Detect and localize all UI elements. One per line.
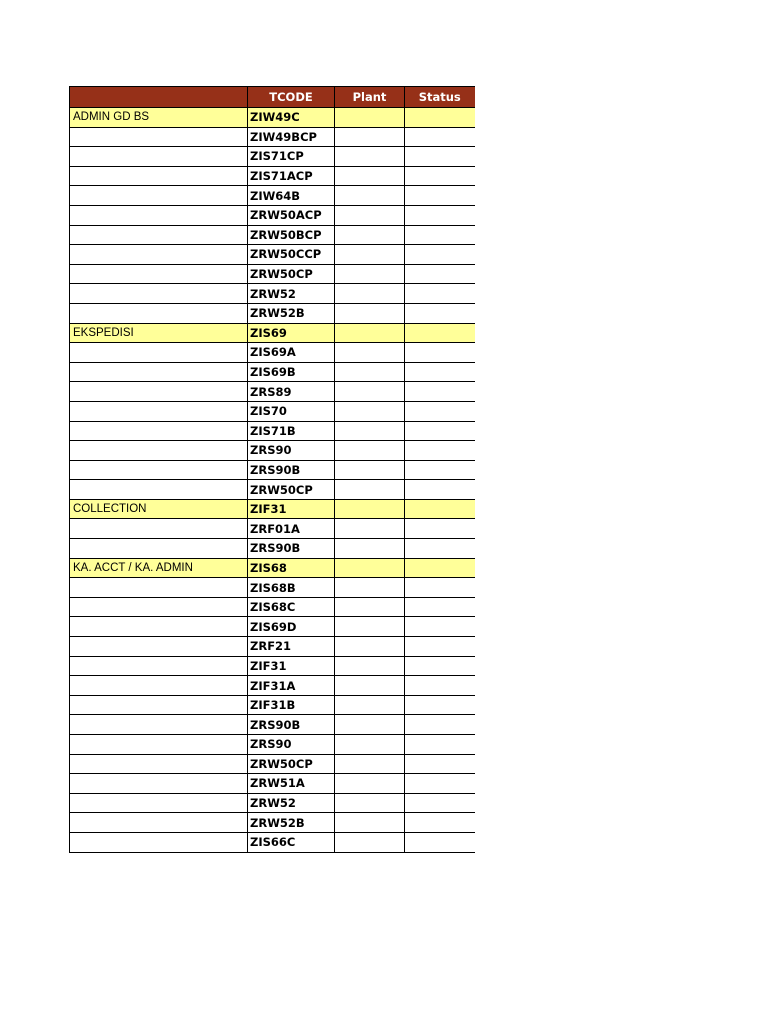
tcode-cell: ZIS71CP — [248, 147, 335, 167]
tcode-cell: ZRW52B — [248, 303, 335, 323]
role-cell — [70, 774, 248, 794]
tcode-cell: ZIS69A — [248, 343, 335, 363]
tcode-cell: ZIF31 — [248, 656, 335, 676]
status-cell — [405, 754, 475, 774]
status-cell — [405, 715, 475, 735]
role-cell — [70, 813, 248, 833]
status-cell — [405, 656, 475, 676]
table-row — [70, 362, 475, 382]
tcode-cell: ZRW50CP — [248, 264, 335, 284]
plant-cell — [335, 323, 405, 343]
role-cell — [70, 832, 248, 852]
plant-cell — [335, 166, 405, 186]
role-cell — [70, 225, 248, 245]
status-cell — [405, 480, 475, 500]
tcode-cell: ZRF21 — [248, 637, 335, 657]
plant-cell — [335, 617, 405, 637]
role-cell — [70, 186, 248, 206]
status-cell — [405, 460, 475, 480]
status-cell — [405, 264, 475, 284]
role-cell — [70, 303, 248, 323]
status-cell — [405, 441, 475, 461]
status-cell — [405, 735, 475, 755]
tcode-cell: ZRW50CP — [248, 754, 335, 774]
table-row — [70, 186, 475, 206]
role-cell — [70, 656, 248, 676]
tcode-cell: ZIS68 — [248, 558, 335, 578]
role-cell — [70, 617, 248, 637]
role-cell — [70, 147, 248, 167]
tcode-cell: ZIW49BCP — [248, 127, 335, 147]
table-row — [70, 127, 475, 147]
table-row — [70, 597, 475, 617]
plant-cell — [335, 225, 405, 245]
table-row — [70, 637, 475, 657]
tcode-cell: ZRF01A — [248, 519, 335, 539]
table-row — [70, 774, 475, 794]
tcode-cell: ZRW50CP — [248, 480, 335, 500]
tcode-table — [69, 86, 475, 853]
status-cell — [405, 617, 475, 637]
tcode-cell: ZRS89 — [248, 382, 335, 402]
table-row — [70, 793, 475, 813]
role-cell — [70, 245, 248, 265]
tcode-cell: ZIS71B — [248, 421, 335, 441]
table-row — [70, 284, 475, 304]
header-plant: Plant — [335, 87, 405, 108]
tcode-cell: ZIS69B — [248, 362, 335, 382]
plant-cell — [335, 421, 405, 441]
table-row — [70, 460, 475, 480]
role-cell — [70, 343, 248, 363]
plant-cell — [335, 656, 405, 676]
header-status: Status — [405, 87, 475, 108]
plant-cell — [335, 813, 405, 833]
table-row — [70, 519, 475, 539]
table-body — [70, 108, 475, 853]
status-cell — [405, 539, 475, 559]
status-cell — [405, 303, 475, 323]
status-cell — [405, 499, 475, 519]
table-row — [70, 225, 475, 245]
role-cell — [70, 480, 248, 500]
role-cell: EKSPEDISI — [70, 323, 248, 343]
status-cell — [405, 401, 475, 421]
role-cell — [70, 460, 248, 480]
tcode-cell: ZIW64B — [248, 186, 335, 206]
status-cell — [405, 108, 475, 128]
status-cell — [405, 205, 475, 225]
tcode-cell: ZIS68C — [248, 597, 335, 617]
plant-cell — [335, 597, 405, 617]
plant-cell — [335, 558, 405, 578]
plant-cell — [335, 303, 405, 323]
header-role — [70, 87, 248, 108]
role-cell — [70, 597, 248, 617]
plant-cell — [335, 362, 405, 382]
plant-cell — [335, 578, 405, 598]
role-cell — [70, 127, 248, 147]
table-row — [70, 323, 475, 343]
tcode-cell: ZIS66C — [248, 832, 335, 852]
status-cell — [405, 284, 475, 304]
status-cell — [405, 578, 475, 598]
plant-cell — [335, 676, 405, 696]
plant-cell — [335, 441, 405, 461]
role-cell — [70, 578, 248, 598]
table-row — [70, 421, 475, 441]
header-tcode: TCODE — [248, 87, 335, 108]
plant-cell — [335, 108, 405, 128]
status-cell — [405, 166, 475, 186]
tcode-cell: ZRW50CCP — [248, 245, 335, 265]
tcode-cell: ZRS90 — [248, 735, 335, 755]
table-row — [70, 382, 475, 402]
table-row — [70, 539, 475, 559]
tcode-cell: ZIF31B — [248, 695, 335, 715]
status-cell — [405, 225, 475, 245]
status-cell — [405, 637, 475, 657]
table-row — [70, 480, 475, 500]
table-row — [70, 264, 475, 284]
table-row — [70, 205, 475, 225]
status-cell — [405, 597, 475, 617]
role-cell — [70, 637, 248, 657]
status-cell — [405, 519, 475, 539]
status-cell — [405, 813, 475, 833]
role-cell — [70, 421, 248, 441]
status-cell — [405, 695, 475, 715]
plant-cell — [335, 539, 405, 559]
role-cell — [70, 793, 248, 813]
status-cell — [405, 362, 475, 382]
table-row — [70, 676, 475, 696]
plant-cell — [335, 147, 405, 167]
status-cell — [405, 676, 475, 696]
status-cell — [405, 147, 475, 167]
plant-cell — [335, 186, 405, 206]
role-cell — [70, 676, 248, 696]
plant-cell — [335, 637, 405, 657]
role-cell — [70, 539, 248, 559]
tcode-cell: ZRW50BCP — [248, 225, 335, 245]
plant-cell — [335, 832, 405, 852]
tcode-cell: ZRS90B — [248, 715, 335, 735]
status-cell — [405, 793, 475, 813]
role-cell — [70, 284, 248, 304]
plant-cell — [335, 401, 405, 421]
role-cell — [70, 441, 248, 461]
tcode-cell: ZIS70 — [248, 401, 335, 421]
plant-cell — [335, 480, 405, 500]
table-row — [70, 303, 475, 323]
table-row — [70, 499, 475, 519]
status-cell — [405, 245, 475, 265]
plant-cell — [335, 460, 405, 480]
tcode-cell: ZIF31 — [248, 499, 335, 519]
table-row — [70, 166, 475, 186]
plant-cell — [335, 382, 405, 402]
tcode-cell: ZRW52 — [248, 793, 335, 813]
role-cell — [70, 205, 248, 225]
table-row — [70, 617, 475, 637]
plant-cell — [335, 284, 405, 304]
plant-cell — [335, 343, 405, 363]
table-row — [70, 108, 475, 128]
table-row — [70, 695, 475, 715]
tcode-cell: ZIF31A — [248, 676, 335, 696]
tcode-cell: ZIS69 — [248, 323, 335, 343]
status-cell — [405, 343, 475, 363]
tcode-cell: ZIS71ACP — [248, 166, 335, 186]
tcode-cell: ZRS90 — [248, 441, 335, 461]
status-cell — [405, 421, 475, 441]
status-cell — [405, 558, 475, 578]
tcode-cell: ZRS90B — [248, 460, 335, 480]
plant-cell — [335, 793, 405, 813]
table-row — [70, 558, 475, 578]
status-cell — [405, 382, 475, 402]
role-cell — [70, 264, 248, 284]
plant-cell — [335, 519, 405, 539]
tcode-cell: ZRW51A — [248, 774, 335, 794]
header-row — [70, 87, 475, 108]
role-cell — [70, 695, 248, 715]
status-cell — [405, 774, 475, 794]
status-cell — [405, 186, 475, 206]
role-cell — [70, 166, 248, 186]
tcode-cell: ZIW49C — [248, 108, 335, 128]
tcode-cell: ZRS90B — [248, 539, 335, 559]
table-row — [70, 343, 475, 363]
plant-cell — [335, 264, 405, 284]
tcode-cell: ZRW52 — [248, 284, 335, 304]
table-row — [70, 754, 475, 774]
table-row — [70, 245, 475, 265]
plant-cell — [335, 499, 405, 519]
table-row — [70, 147, 475, 167]
role-cell — [70, 401, 248, 421]
plant-cell — [335, 205, 405, 225]
role-cell — [70, 362, 248, 382]
status-cell — [405, 323, 475, 343]
role-cell — [70, 382, 248, 402]
role-cell: KA. ACCT / KA. ADMIN — [70, 558, 248, 578]
role-cell: COLLECTION — [70, 499, 248, 519]
tcode-cell: ZRW52B — [248, 813, 335, 833]
plant-cell — [335, 774, 405, 794]
plant-cell — [335, 127, 405, 147]
status-cell — [405, 832, 475, 852]
role-cell — [70, 735, 248, 755]
plant-cell — [335, 754, 405, 774]
table-row — [70, 832, 475, 852]
table-row — [70, 656, 475, 676]
plant-cell — [335, 715, 405, 735]
table-row — [70, 401, 475, 421]
role-cell: ADMIN GD BS — [70, 108, 248, 128]
tcode-cell: ZRW50ACP — [248, 205, 335, 225]
table-row — [70, 441, 475, 461]
plant-cell — [335, 245, 405, 265]
role-cell — [70, 715, 248, 735]
role-cell — [70, 754, 248, 774]
tcode-cell: ZIS69D — [248, 617, 335, 637]
plant-cell — [335, 735, 405, 755]
table-row — [70, 735, 475, 755]
status-cell — [405, 127, 475, 147]
table-row — [70, 813, 475, 833]
table-row — [70, 578, 475, 598]
tcode-cell: ZIS68B — [248, 578, 335, 598]
table-row — [70, 715, 475, 735]
plant-cell — [335, 695, 405, 715]
role-cell — [70, 519, 248, 539]
